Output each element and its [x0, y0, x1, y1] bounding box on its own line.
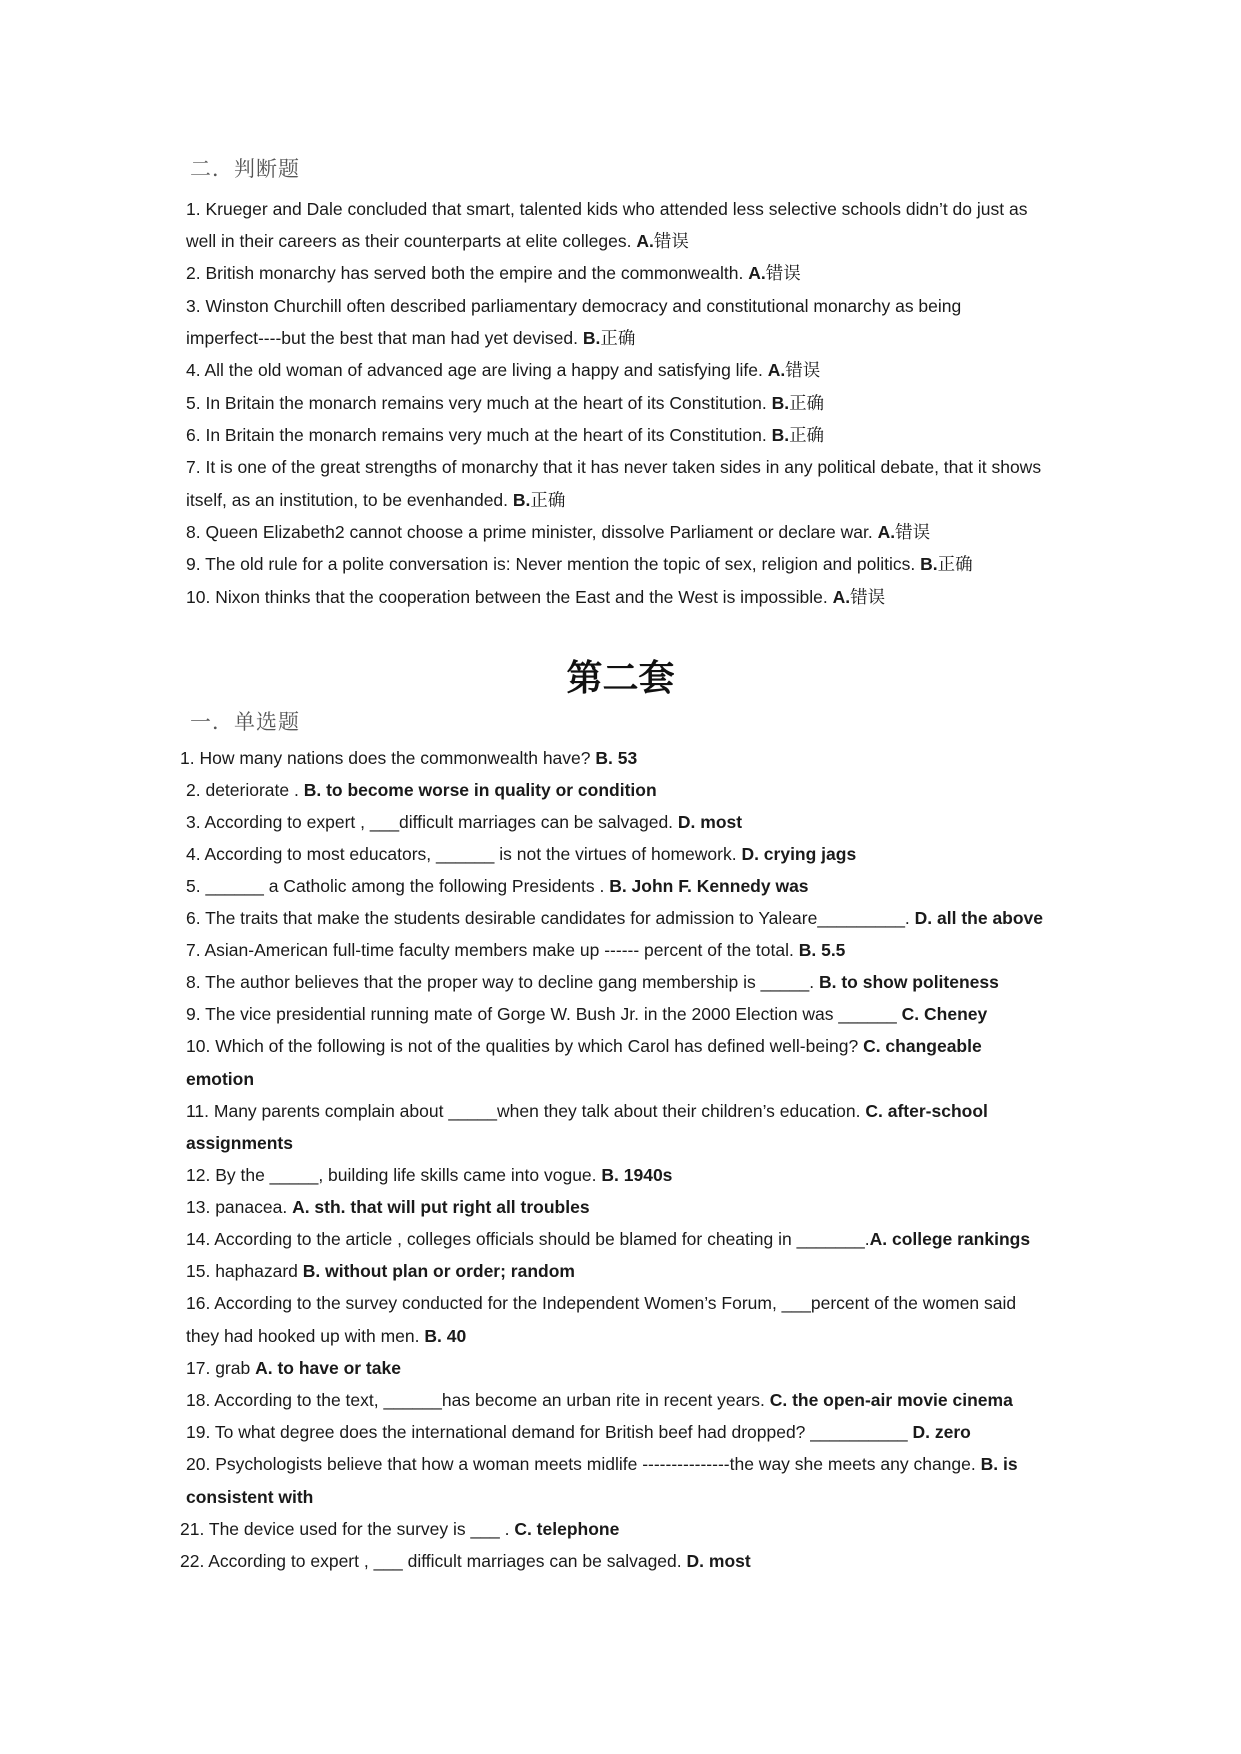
- true-false-line: [186, 423, 824, 447]
- question-text: 14. According to the article , colleges officials should be blamed for cheating in _______.: [186, 1229, 870, 1249]
- answer-option: B. 53: [595, 748, 638, 768]
- question-text: 6. In Britain the monarch remains very much at the heart of its Constitution.: [186, 425, 772, 445]
- answer-option: B. to show politeness: [818, 972, 999, 992]
- question-text: 1. How many nations does the commonwealth have?: [180, 748, 596, 768]
- true-false-line: [186, 294, 961, 318]
- question-text: 5. In Britain the monarch remains very much at the heart of its Constitution.: [186, 393, 772, 413]
- answer-judgement: 正确: [789, 425, 825, 445]
- answer-option: B. 40: [424, 1326, 467, 1346]
- question-text: 9. The vice presidential running mate of Gorge W. Bush Jr. in the 2000 Election was ______: [186, 1004, 902, 1024]
- single-choice-line: [186, 778, 657, 802]
- question-text: 8. Queen Elizabeth2 cannot choose a prime minister, dissolve Parliament or declare war.: [186, 522, 878, 542]
- answer-option: B.: [512, 490, 531, 510]
- true-false-line: [186, 197, 1027, 221]
- answer-option: D. crying jags: [741, 844, 857, 864]
- single-choice-line: [186, 1163, 672, 1187]
- true-false-line: [186, 326, 635, 350]
- answer-option: assignments: [186, 1133, 293, 1153]
- question-text: 10. Nixon thinks that the cooperation between the East and the West is impossible.: [186, 587, 833, 607]
- single-choice-line: [186, 1195, 590, 1219]
- answer-option: C. telephone: [514, 1519, 620, 1539]
- section-heading-single-choice: 一．单选题: [190, 710, 300, 734]
- single-choice-line: [186, 938, 845, 962]
- answer-option: B.: [771, 425, 790, 445]
- answer-option: B.: [771, 393, 790, 413]
- single-choice-line: [186, 1131, 293, 1155]
- question-text: 17. grab: [186, 1358, 256, 1378]
- question-text: 4. According to most educators, ______ is not the virtues of homework.: [186, 844, 742, 864]
- single-choice-line: [186, 970, 999, 994]
- true-false-line: [186, 358, 820, 382]
- question-text: 3. According to expert , ___difficult marriages can be salvaged.: [186, 812, 678, 832]
- true-false-line: [186, 585, 885, 609]
- question-text: 10. Which of the following is not of the qualities by which Carol has defined well-being?: [186, 1036, 864, 1056]
- answer-option: A.: [767, 360, 786, 380]
- single-choice-line: [186, 1388, 1013, 1412]
- answer-option: B. John F. Kennedy was: [609, 876, 809, 896]
- answer-option: A.: [832, 587, 851, 607]
- answer-option: B.: [920, 554, 938, 574]
- question-text: 20. Psychologists believe that how a woman meets midlife ---------------the way she meets any change.: [186, 1454, 981, 1474]
- single-choice-line: [186, 1420, 971, 1444]
- question-text: imperfect----but the best that man had yet devised.: [186, 328, 583, 348]
- answer-judgement: 错误: [765, 263, 801, 283]
- question-text: 4. All the old woman of advanced age are living a happy and satisfying life.: [186, 360, 768, 380]
- single-choice-line: [186, 1485, 313, 1509]
- answer-option: B. is: [980, 1454, 1018, 1474]
- answer-option: A. to have or take: [255, 1358, 401, 1378]
- answer-option: C. the open-air movie cinema: [769, 1390, 1013, 1410]
- answer-option: A. sth. that will put right all troubles: [292, 1197, 590, 1217]
- true-false-line: [186, 520, 930, 544]
- single-choice-line: [186, 1034, 982, 1058]
- question-text: well in their careers as their counterparts at elite colleges.: [186, 231, 637, 251]
- question-text: 7. It is one of the great strengths of monarchy that it has never taken sides in any political debate, that it shows: [186, 457, 1042, 477]
- answer-option: D. zero: [912, 1422, 971, 1442]
- question-text: 7. Asian-American full-time faculty members make up ------ percent of the total.: [186, 940, 799, 960]
- question-text: 9. The old rule for a polite conversation is: Never mention the topic of sex, religion and politics.: [186, 554, 921, 574]
- answer-option: C. changeable: [863, 1036, 982, 1056]
- single-choice-line: [186, 1002, 987, 1026]
- answer-option: B. to become worse in quality or condition: [303, 780, 657, 800]
- question-text: 5. ______ a Catholic among the following Presidents .: [186, 876, 610, 896]
- answer-option: A.: [748, 263, 766, 283]
- true-false-line: [186, 552, 973, 576]
- question-text: 12. By the _____, building life skills came into vogue.: [186, 1165, 602, 1185]
- single-choice-line: [186, 1227, 1030, 1251]
- question-text: 15. haphazard: [186, 1261, 303, 1281]
- set-title: 第二套: [566, 657, 675, 699]
- true-false-line: [186, 488, 565, 512]
- single-choice-line: [186, 810, 742, 834]
- single-choice-line: [186, 906, 1043, 930]
- single-choice-line: [186, 842, 856, 866]
- answer-judgement: 正确: [600, 328, 636, 348]
- answer-option: B. without plan or order; random: [302, 1261, 575, 1281]
- single-choice-line: [186, 1452, 1018, 1476]
- single-choice-line: [186, 1067, 254, 1091]
- question-text: they had hooked up with men.: [186, 1326, 425, 1346]
- question-text: 11. Many parents complain about _____when they talk about their children’s education.: [186, 1101, 866, 1121]
- answer-judgement: 错误: [785, 360, 821, 380]
- question-text: 8. The author believes that the proper way to decline gang membership is _____.: [186, 972, 819, 992]
- question-text: 3. Winston Churchill often described parliamentary democracy and constitutional monarchy as being: [186, 296, 962, 316]
- question-text: 2. deteriorate .: [186, 780, 304, 800]
- answer-option: C. after-school: [865, 1101, 988, 1121]
- answer-judgement: 正确: [937, 554, 973, 574]
- question-text: 18. According to the text, ______has become an urban rite in recent years.: [186, 1390, 770, 1410]
- answer-option: emotion: [186, 1069, 255, 1089]
- answer-option: consistent with: [186, 1487, 314, 1507]
- answer-option: B. 5.5: [798, 940, 846, 960]
- answer-option: D. most: [686, 1551, 751, 1571]
- single-choice-line: [186, 1291, 1016, 1315]
- single-choice-line: [186, 1259, 575, 1283]
- single-choice-line: [186, 1324, 466, 1348]
- answer-judgement: 错误: [653, 231, 689, 251]
- single-choice-line: [180, 1517, 619, 1541]
- answer-judgement: 正确: [530, 490, 566, 510]
- question-text: 19. To what degree does the international demand for British beef had dropped? __________: [186, 1422, 913, 1442]
- answer-option: A.: [877, 522, 896, 542]
- answer-judgement: 正确: [789, 393, 825, 413]
- answer-judgement: 错误: [895, 522, 931, 542]
- single-choice-line: [186, 1099, 988, 1123]
- answer-option: A.: [636, 231, 654, 251]
- true-false-line: [186, 455, 1041, 479]
- single-choice-line: [186, 1356, 401, 1380]
- question-text: 16. According to the survey conducted for the Independent Women’s Forum, ___percent of the women said: [186, 1293, 1017, 1313]
- answer-judgement: 错误: [850, 587, 886, 607]
- single-choice-line: [180, 746, 637, 770]
- question-text: 2. British monarchy has served both the empire and the commonwealth.: [186, 263, 749, 283]
- true-false-line: [186, 229, 689, 253]
- single-choice-line: [180, 1549, 751, 1573]
- question-text: 1. Krueger and Dale concluded that smart, talented kids who attended less selective schools didn’t do just as: [186, 199, 1028, 219]
- question-text: itself, as an institution, to be evenhanded.: [186, 490, 513, 510]
- answer-option: A. college rankings: [869, 1229, 1031, 1249]
- true-false-line: [186, 261, 801, 285]
- answer-option: B.: [582, 328, 601, 348]
- answer-option: D. all the above: [914, 908, 1044, 928]
- true-false-line: [186, 391, 824, 415]
- single-choice-line: [186, 874, 809, 898]
- answer-option: B. 1940s: [601, 1165, 673, 1185]
- section-heading-true-false: 二．判断题: [190, 157, 300, 181]
- answer-option: C. Cheney: [901, 1004, 988, 1024]
- answer-option: D. most: [677, 812, 743, 832]
- question-text: 13. panacea.: [186, 1197, 293, 1217]
- question-text: 6. The traits that make the students desirable candidates for admission to Yaleare_________.: [186, 908, 915, 928]
- question-text: 22. According to expert , ___ difficult marriages can be salvaged.: [180, 1551, 687, 1571]
- question-text: 21. The device used for the survey is ___ .: [180, 1519, 515, 1539]
